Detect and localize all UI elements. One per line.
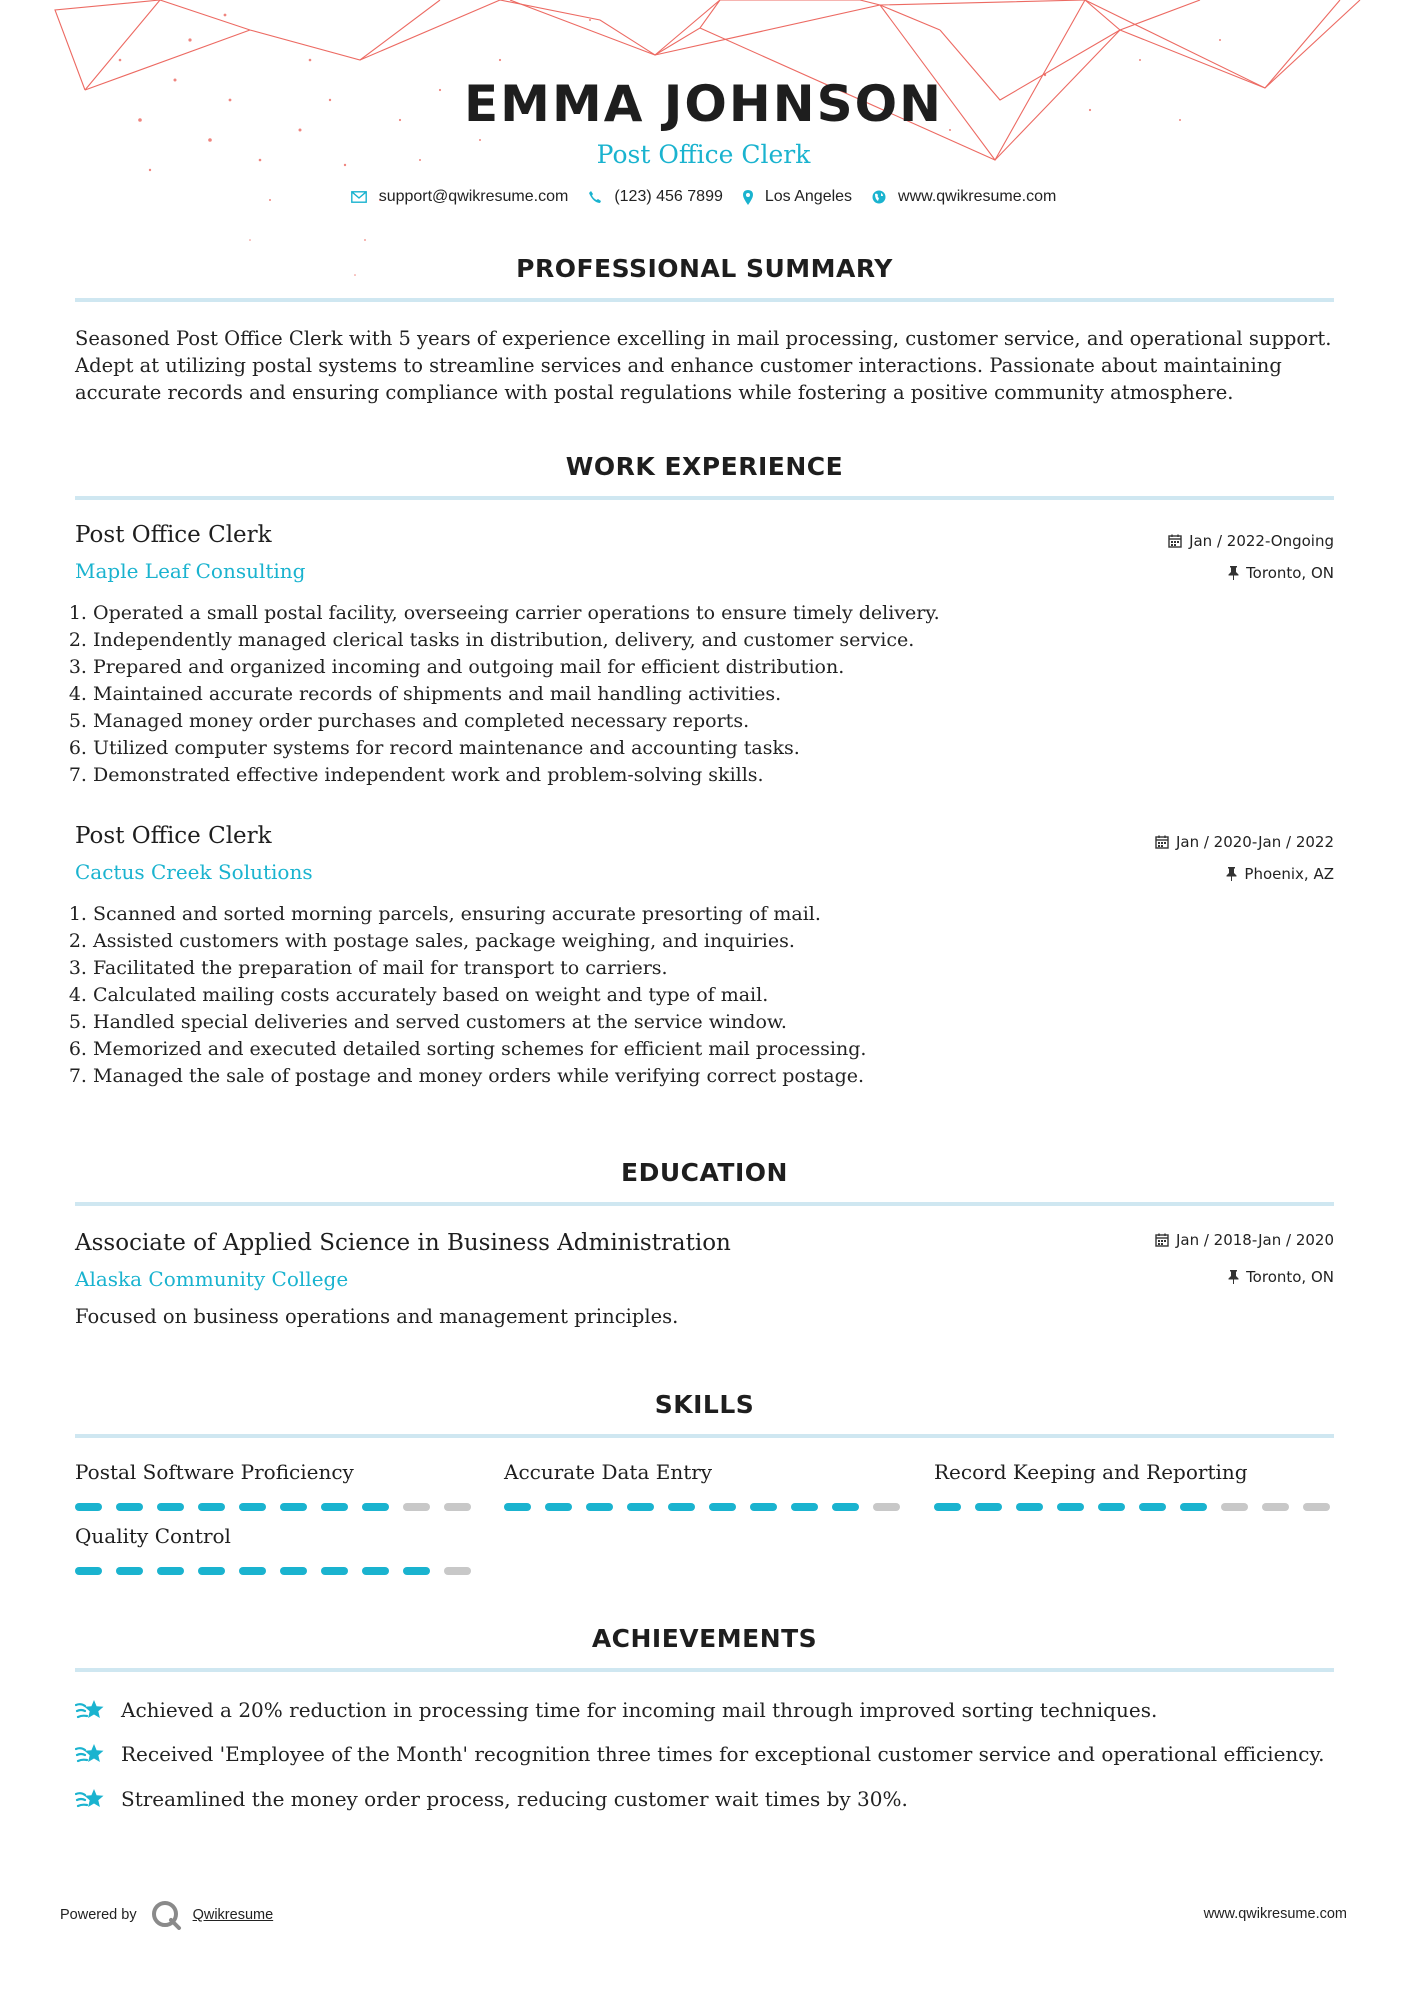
- qwikresume-link[interactable]: Qwikresume: [192, 1907, 274, 1923]
- calendar-icon: [1155, 1233, 1169, 1247]
- education-location-text: Toronto, ON: [1246, 1268, 1334, 1286]
- skill-name: Quality Control: [75, 1524, 231, 1548]
- globe-icon: [872, 190, 886, 204]
- achievement-item: [75, 1696, 1157, 1724]
- resume-header: [0, 72, 1407, 172]
- list-item: 2. Assisted customers with postage sales, package weighing, and inquiries.: [93, 928, 1323, 955]
- skill-level-segment: [1221, 1503, 1248, 1511]
- experience-divider: [75, 496, 1334, 500]
- job-1-title: Post Office Clerk: [75, 522, 272, 548]
- skill-level-segment: [116, 1503, 143, 1511]
- skill-level-bar: [934, 1503, 1334, 1511]
- achievement-item: [75, 1785, 908, 1813]
- footer-website[interactable]: www.qwikresume.com: [1203, 1906, 1347, 1922]
- pushpin-icon: [1226, 867, 1237, 881]
- skill-level-segment: [1098, 1503, 1125, 1511]
- skill-item: [75, 1459, 475, 1511]
- education-description: Focused on business operations and management principles.: [75, 1305, 679, 1328]
- candidate-name: EMMA JOHNSON: [464, 75, 943, 133]
- skill-level-segment: [362, 1567, 389, 1575]
- list-item: 4. Maintained accurate records of shipments and mail handling activities.: [93, 681, 1323, 708]
- map-pin-icon: [743, 190, 753, 205]
- list-item: 7. Managed the sale of postage and money orders while verifying correct postage.: [93, 1063, 1323, 1090]
- shooting-star-icon: [75, 1740, 107, 1768]
- list-item: 5. Handled special deliveries and served customers at the service window.: [93, 1009, 1323, 1036]
- skill-level-segment: [709, 1503, 736, 1511]
- skill-level-segment: [627, 1503, 654, 1511]
- skill-level-segment: [198, 1567, 225, 1575]
- contact-website-text: www.qwikresume.com: [898, 188, 1057, 205]
- education-school: Alaska Community College: [75, 1267, 349, 1291]
- education-dates-text: Jan / 2018-Jan / 2020: [1175, 1231, 1334, 1249]
- skill-level-segment: [321, 1567, 348, 1575]
- job-1-company: Maple Leaf Consulting: [75, 559, 306, 583]
- skill-level-segment: [1139, 1503, 1166, 1511]
- footer-powered-by: [60, 1900, 273, 1930]
- experience-heading: WORK EXPERIENCE: [565, 452, 844, 481]
- skill-level-segment: [239, 1503, 266, 1511]
- job-2-location: [1226, 865, 1334, 883]
- skill-level-segment: [975, 1503, 1002, 1511]
- education-divider: [75, 1202, 1334, 1206]
- list-item: 6. Utilized computer systems for record maintenance and accounting tasks.: [93, 735, 1323, 762]
- job-2-duties: [75, 901, 1323, 1090]
- shooting-star-icon: [75, 1696, 107, 1724]
- skill-level-segment: [321, 1503, 348, 1511]
- list-item: 5. Managed money order purchases and completed necessary reports.: [93, 708, 1323, 735]
- skill-level-segment: [362, 1503, 389, 1511]
- list-item: 2. Independently managed clerical tasks in distribution, delivery, and customer service.: [93, 627, 1323, 654]
- envelope-icon: [351, 191, 367, 203]
- contact-website[interactable]: [872, 188, 1056, 206]
- powered-by-label: Powered by: [60, 1907, 137, 1923]
- skill-item: [934, 1459, 1334, 1511]
- achievement-text: Streamlined the money order process, reducing customer wait times by 30%.: [121, 1787, 908, 1811]
- skill-level-segment: [750, 1503, 777, 1511]
- contact-phone[interactable]: [588, 188, 723, 206]
- list-item: 3. Prepared and organized incoming and outgoing mail for efficient distribution.: [93, 654, 1323, 681]
- skill-name: Accurate Data Entry: [504, 1460, 713, 1484]
- skill-level-segment: [198, 1503, 225, 1511]
- skill-level-segment: [934, 1503, 961, 1511]
- skill-level-segment: [668, 1503, 695, 1511]
- skill-name: Postal Software Proficiency: [75, 1460, 354, 1484]
- pushpin-icon: [1228, 566, 1239, 580]
- skill-level-segment: [157, 1503, 184, 1511]
- skill-item: [504, 1459, 904, 1511]
- education-degree: Associate of Applied Science in Business Administration: [75, 1230, 731, 1256]
- skills-divider: [75, 1434, 1334, 1438]
- skill-level-segment: [1016, 1503, 1043, 1511]
- skill-level-segment: [1303, 1503, 1330, 1511]
- job-2-dates: [1155, 833, 1334, 851]
- summary-heading: PROFESSIONAL SUMMARY: [516, 254, 893, 283]
- job-2-dates-text: Jan / 2020-Jan / 2022: [1175, 833, 1334, 851]
- skill-level-segment: [504, 1503, 531, 1511]
- skill-level-segment: [280, 1567, 307, 1575]
- skill-level-segment: [239, 1567, 266, 1575]
- list-item: 7. Demonstrated effective independent work and problem-solving skills.: [93, 762, 1323, 789]
- candidate-title: Post Office Clerk: [596, 140, 811, 169]
- education-heading: EDUCATION: [621, 1158, 788, 1187]
- achievements-heading: ACHIEVEMENTS: [591, 1624, 818, 1653]
- job-1-location: [1228, 564, 1334, 582]
- achievement-text: Achieved a 20% reduction in processing time for incoming mail through improved sorting techniques.: [121, 1698, 1158, 1722]
- list-item: 1. Operated a small postal facility, overseeing carrier operations to ensure timely delivery.: [93, 600, 1323, 627]
- calendar-icon: [1155, 835, 1169, 849]
- skills-heading: SKILLS: [654, 1390, 755, 1419]
- job-2-company: Cactus Creek Solutions: [75, 860, 313, 884]
- list-item: 3. Facilitated the preparation of mail for transport to carriers.: [93, 955, 1323, 982]
- achievements-divider: [75, 1668, 1334, 1672]
- job-1-location-text: Toronto, ON: [1246, 564, 1334, 582]
- summary-divider: [75, 298, 1334, 302]
- skill-level-bar: [75, 1567, 475, 1575]
- skill-level-segment: [873, 1503, 900, 1511]
- skill-level-segment: [116, 1567, 143, 1575]
- pushpin-icon: [1228, 1270, 1239, 1284]
- job-1-duties: [75, 600, 1323, 789]
- contact-phone-text: (123) 456 7899: [614, 188, 723, 205]
- education-dates: [1155, 1231, 1334, 1249]
- achievement-item: [75, 1740, 1325, 1768]
- skill-level-segment: [1057, 1503, 1084, 1511]
- skill-level-segment: [1180, 1503, 1207, 1511]
- contact-email-text: support@qwikresume.com: [378, 188, 569, 205]
- job-1-dates: [1168, 532, 1334, 550]
- calendar-icon: [1168, 534, 1182, 548]
- skill-level-segment: [280, 1503, 307, 1511]
- skill-level-segment: [832, 1503, 859, 1511]
- contact-bar: [0, 188, 1407, 206]
- list-item: 4. Calculated mailing costs accurately based on weight and type of mail.: [93, 982, 1323, 1009]
- skill-level-segment: [586, 1503, 613, 1511]
- skill-level-segment: [403, 1503, 430, 1511]
- skill-level-segment: [444, 1503, 471, 1511]
- skill-level-segment: [75, 1503, 102, 1511]
- list-item: 6. Memorized and executed detailed sorting schemes for efficient mail processing.: [93, 1036, 1323, 1063]
- skill-level-bar: [75, 1503, 475, 1511]
- skill-level-bar: [504, 1503, 904, 1511]
- skill-level-segment: [791, 1503, 818, 1511]
- job-1-dates-text: Jan / 2022-Ongoing: [1189, 532, 1334, 550]
- skill-item: [75, 1523, 475, 1575]
- achievement-text: Received 'Employee of the Month' recognition three times for exceptional customer service and operational efficiency.: [121, 1742, 1325, 1766]
- job-2-location-text: Phoenix, AZ: [1244, 865, 1334, 883]
- shooting-star-icon: [75, 1785, 107, 1813]
- skill-name: Record Keeping and Reporting: [934, 1460, 1248, 1484]
- phone-icon: [588, 190, 602, 204]
- skill-level-segment: [157, 1567, 184, 1575]
- contact-email[interactable]: [351, 188, 569, 206]
- summary-text: Seasoned Post Office Clerk with 5 years of experience excelling in mail processing, customer service, and operational support. Adept at utilizing postal systems to streamline services and enhance customer interactions. Passionate about maintaining accurate records and ensuring compliance with postal regulations while fostering a positive community atmosphere.: [75, 327, 1332, 404]
- skill-level-segment: [444, 1567, 471, 1575]
- contact-location-text: Los Angeles: [764, 188, 853, 205]
- job-2-title: Post Office Clerk: [75, 823, 272, 849]
- qwikresume-logo-icon: [151, 1900, 183, 1930]
- contact-location: [743, 188, 852, 206]
- skill-level-segment: [403, 1567, 430, 1575]
- education-location: [1228, 1268, 1334, 1286]
- skill-level-segment: [545, 1503, 572, 1511]
- skill-level-segment: [75, 1567, 102, 1575]
- skill-level-segment: [1262, 1503, 1289, 1511]
- list-item: 1. Scanned and sorted morning parcels, ensuring accurate presorting of mail.: [93, 901, 1323, 928]
